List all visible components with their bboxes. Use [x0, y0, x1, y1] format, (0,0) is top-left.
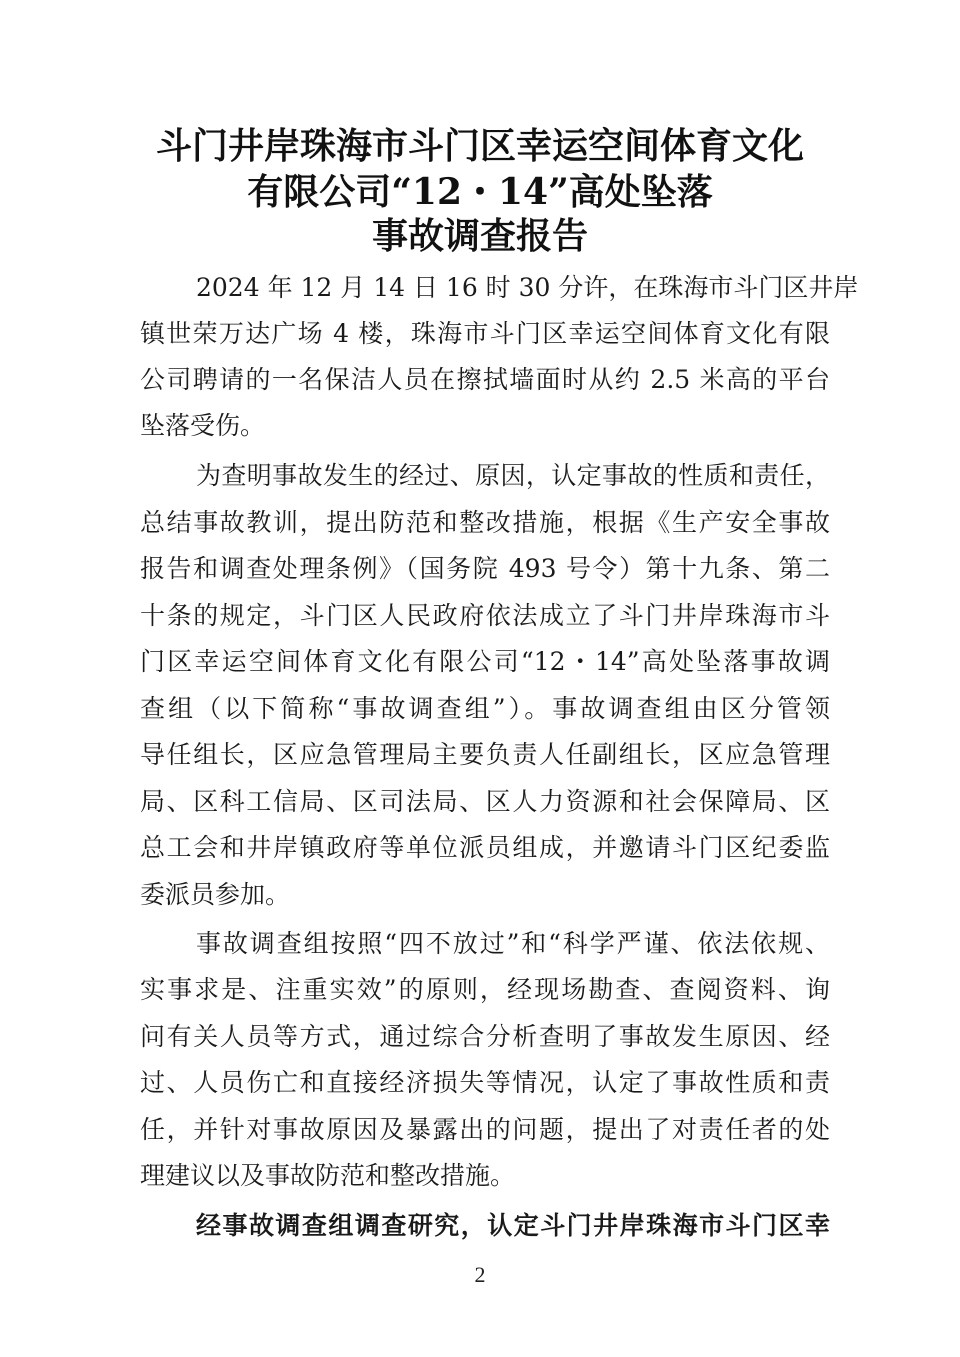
paragraph-4-line-1: 经事故调查组调查研究，认定斗门井岸珠海市斗门区幸	[196, 1211, 830, 1240]
paragraph-3-line-2: 实事求是、注重实效”的原则，经现场勘查、查阅资料、询	[140, 975, 830, 1004]
paragraph-2-line-4: 十条的规定，斗门区人民政府依法成立了斗门井岸珠海市斗	[140, 601, 830, 630]
paragraph-2-line-10: 委派员参加。	[140, 880, 291, 909]
paragraph-1-line-3: 公司聘请的一名保洁人员在擦拭墙面时从约 2.5 米高的平台	[140, 365, 830, 394]
paragraph-2-line-7: 导任组长，区应急管理局主要负责人任副组长，区应急管理	[140, 740, 830, 769]
report-title-line-1: 斗门井岸珠海市斗门区幸运空间体育文化	[155, 125, 804, 167]
paragraph-2-line-8: 局、区科工信局、区司法局、区人力资源和社会保障局、区	[140, 787, 830, 816]
paragraph-2-line-3: 报告和调查处理条例》（国务院 493 号令）第十九条、第二	[140, 554, 830, 583]
paragraph-2-line-2: 总结事故教训，提出防范和整改措施，根据《生产安全事故	[140, 508, 830, 537]
report-title-line-3: 事故调查报告	[371, 215, 588, 257]
paragraph-2-line-5: 门区幸运空间体育文化有限公司“12・14”高处坠落事故调	[140, 647, 830, 676]
paragraph-3-line-5: 任，并针对事故原因及暴露出的问题，提出了对责任者的处	[140, 1115, 830, 1144]
paragraph-1-line-4: 坠落受伤。	[140, 411, 266, 440]
paragraph-2-line-6: 查组（以下简称“事故调查组”）。事故调查组由区分管领	[140, 694, 830, 723]
paragraph-2-line-9: 总工会和井岸镇政府等单位派员组成，并邀请斗门区纪委监	[140, 833, 830, 862]
paragraph-3-line-6: 理建议以及事故防范和整改措施。	[140, 1161, 516, 1190]
paragraph-3-line-1: 事故调查组按照“四不放过”和“科学严谨、依法依规、	[196, 929, 830, 958]
paragraph-1-line-1: 2024 年 12 月 14 日 16 时 30 分许，在珠海市斗门区井岸	[196, 273, 859, 302]
report-title-line-2: 有限公司“12・14”高处坠落	[247, 171, 713, 213]
page-number: 2	[474, 1262, 486, 1287]
paragraph-3-line-4: 过、人员伤亡和直接经济损失等情况，认定了事故性质和责	[140, 1068, 830, 1097]
paragraph-2-line-1: 为查明事故发生的经过、原因，认定事故的性质和责任，	[196, 461, 830, 490]
paragraph-1-line-2: 镇世荣万达广场 4 楼，珠海市斗门区幸运空间体育文化有限	[140, 319, 830, 348]
paragraph-3-line-3: 问有关人员等方式，通过综合分析查明了事故发生原因、经	[140, 1022, 830, 1051]
